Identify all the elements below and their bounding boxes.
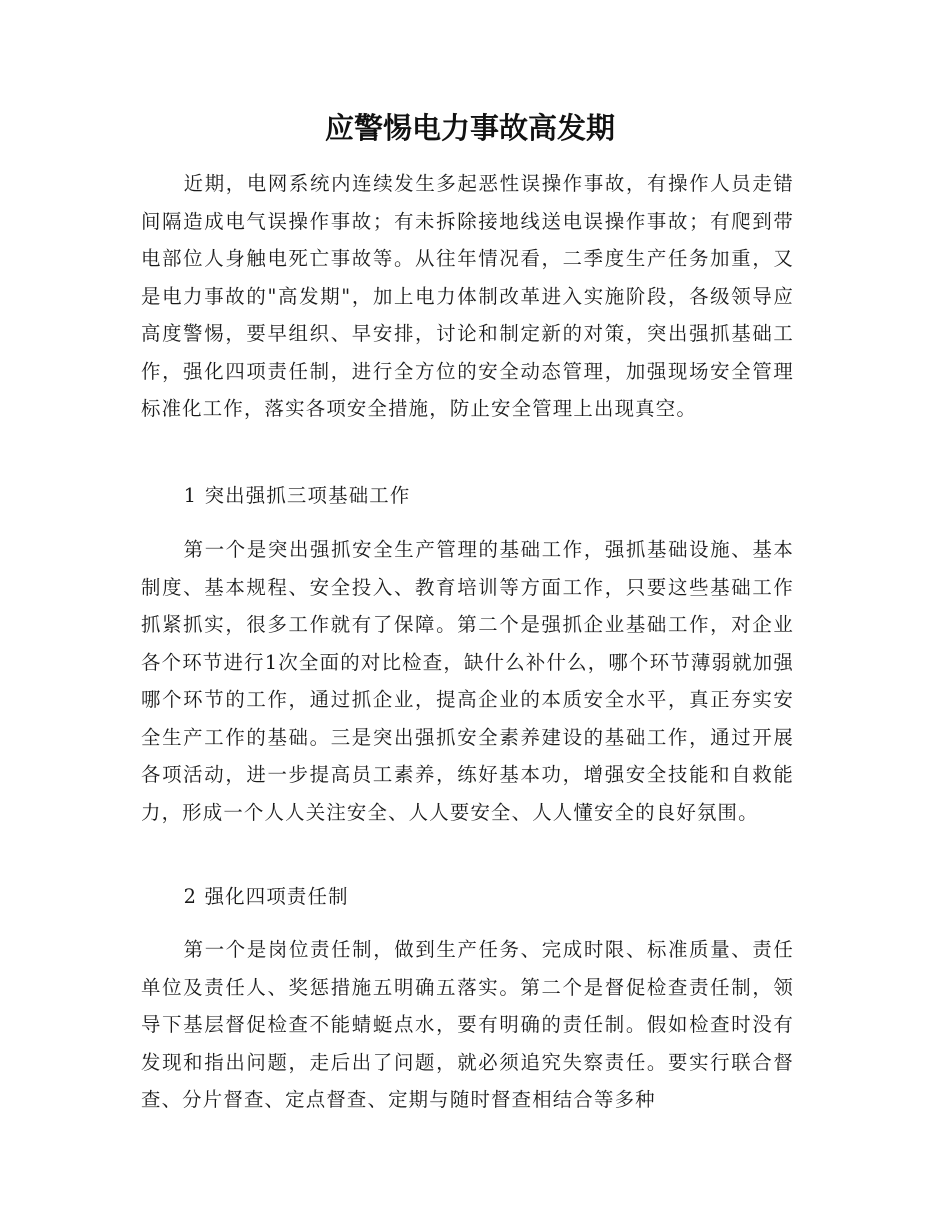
section-heading-2: 2 强化四项责任制 bbox=[183, 885, 349, 908]
paragraph-section-2: 第一个是岗位责任制，做到生产任务、完成时限、标准质量、责任单位及责任人、奖惩措施五明确五落实。第二个是督促检查责任制，领导下基层督促检查不能蜻蜓点水，要有明确的责任制。假如检查时没有发现和指出问题，走后出了问题，就必须追究失察责任。要实行联合督查、分片督查、定点督查、定期与随时督查相结合等多种 bbox=[141, 938, 794, 1111]
document-title: 应警惕电力事故高发期 bbox=[324, 111, 615, 145]
paragraph-intro: 近期，电网系统内连续发生多起恶性误操作事故，有操作人员走错间隔造成电气误操作事故；有未拆除接地线送电误操作事故；有爬到带电部位人身触电死亡事故等。从往年情况看，二季度生产任务加重，又是电力事故的"高发期"，加上电力体制改革进入实施阶段，各级领导应高度警惕，要早组织、早安排，讨论和制定新的对策，突出强抓基础工作，强化四项责任制，进行全方位的安全动态管理，加强现场安全管理标准化工作，落实各项安全措施，防止安全管理上出现真空。 bbox=[141, 172, 794, 420]
paragraph-section-1: 第一个是突出强抓安全生产管理的基础工作，强抓基础设施、基本制度、基本规程、安全投入、教育培训等方面工作，只要这些基础工作抓紧抓实，很多工作就有了保障。第二个是强抓企业基础工作，对企业各个环节进行1次全面的对比检查，缺什么补什么，哪个环节薄弱就加强哪个环节的工作，通过抓企业，提高企业的本质安全水平，真正夯实安全生产工作的基础。三是突出强抓安全素养建设的基础工作，通过开展各项活动，进一步提高员工素养，练好基本功，增强安全技能和自救能力，形成一个人人关注安全、人人要安全、人人懂安全的良好氛围。 bbox=[141, 538, 794, 824]
section-heading-1: 1 突出强抓三项基础工作 bbox=[183, 484, 411, 507]
